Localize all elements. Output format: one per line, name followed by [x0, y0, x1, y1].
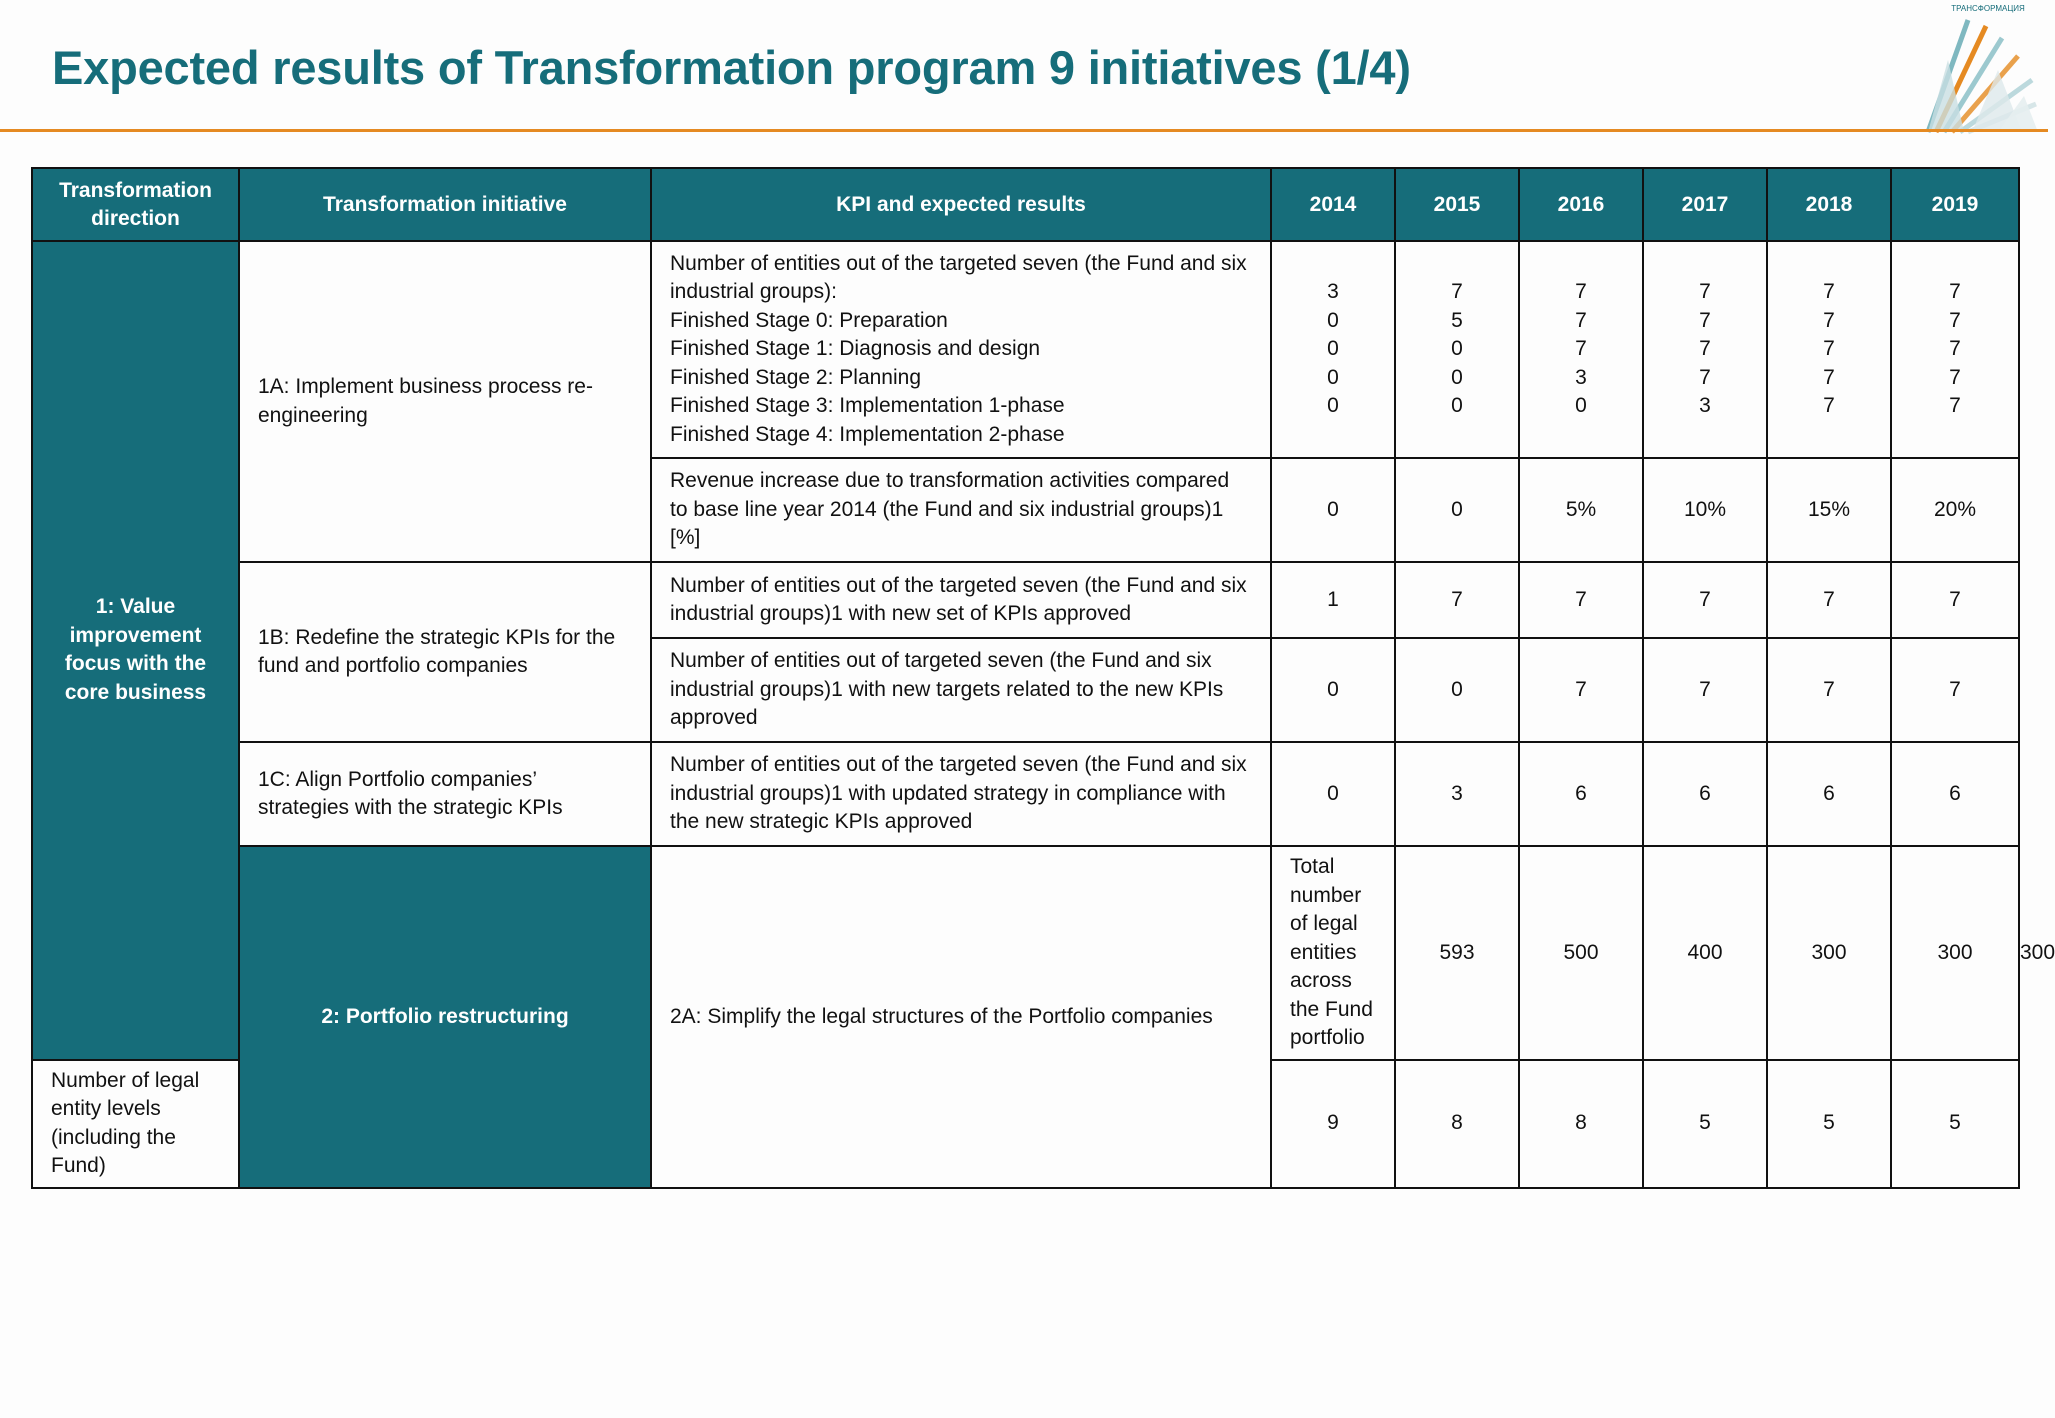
value-cell: 500	[1519, 846, 1643, 1060]
header-year: 2018	[1767, 168, 1891, 241]
value-cell: 10%	[1643, 458, 1767, 562]
value-cell: 7	[1643, 638, 1767, 742]
value-cell: 7	[1519, 562, 1643, 638]
kpi-cell: Total number of legal entities across the Fund portfolio	[1271, 846, 1395, 1060]
expected-results-table	[31, 167, 2055, 1189]
value-cell: 3 0 0 0 0	[1271, 241, 1395, 458]
value-cell: 0	[1395, 458, 1519, 562]
value-cell: 8	[1519, 1060, 1643, 1188]
value-cell: 7	[1767, 638, 1891, 742]
table-row: 2: Portfolio restructuring 2A: Simplify the legal structures of the Portfolio companies Total number of legal entities across the Fund portfolio 593 500 400 300 300 300	[32, 846, 2019, 1060]
value-cell: 7	[1643, 562, 1767, 638]
header-year: 2016	[1519, 168, 1643, 241]
kpi-line: Finished Stage 2: Planning	[670, 365, 922, 389]
table-row	[32, 742, 2019, 846]
page-title: Expected results of Transformation program 9 initiatives (1/4)	[52, 41, 1411, 94]
table-row	[32, 562, 2019, 638]
direction-cell: 1: Value improvement focus with the core business	[32, 241, 239, 1060]
kpi-cell: Number of entities out of the targeted seven (the Fund and six industrial groups)1 with new set of KPIs approved	[651, 562, 1271, 638]
header-direction: Transformation direction	[32, 168, 239, 241]
svg-text:ТРАНСФОРМАЦИЯ: ТРАНСФОРМАЦИЯ	[1951, 4, 2025, 13]
value-cell: 300	[1767, 846, 1891, 1060]
initiative-cell: 2A: Simplify the legal structures of the Portfolio companies	[651, 846, 1271, 1188]
kpi-cell: Number of entities out of targeted seven (the Fund and six industrial groups)1 with new targets related to the new KPIs approved	[651, 638, 1271, 742]
value-cell: 7	[1519, 638, 1643, 742]
value-cell: 20%	[1891, 458, 2019, 562]
value-cell: 7	[1891, 638, 2019, 742]
value-cell: 7 5 0 0 0	[1395, 241, 1519, 458]
kpi-cell: Number of entities out of the targeted seven (the Fund and six industrial groups)1 with updated strategy in compliance with the new strategic KPIs approved	[651, 742, 1271, 846]
initiative-cell: 1A: Implement business process re-engineering	[239, 241, 651, 562]
title-divider	[0, 129, 2048, 132]
value-cell: 300	[1891, 846, 2019, 1060]
value-cell: 7 7 7 7 7	[1891, 241, 2019, 458]
value-cell: 0	[1271, 638, 1395, 742]
sunburst-logo-icon	[1928, 0, 2038, 132]
value-cell: 6	[1519, 742, 1643, 846]
value-cell: 15%	[1767, 458, 1891, 562]
value-cell: 7 7 7 7 3	[1643, 241, 1767, 458]
value-cell: 6	[1767, 742, 1891, 846]
value-cell: 593	[1395, 846, 1519, 1060]
value-cell: 5	[1891, 1060, 2019, 1188]
kpi-cell: Revenue increase due to transformation activities compared to base line year 2014 (the Fund and six industrial groups)1 [%]	[651, 458, 1271, 562]
initiative-cell: 1B: Redefine the strategic KPIs for the fund and portfolio companies	[239, 562, 651, 742]
kpi-line: Finished Stage 1: Diagnosis and design	[670, 337, 1041, 361]
value-cell: 7 7 7 7 7	[1767, 241, 1891, 458]
value-cell: 7	[1395, 562, 1519, 638]
value-cell: 8	[1395, 1060, 1519, 1188]
value-cell: 7	[1767, 562, 1891, 638]
value-cell: 0	[1271, 458, 1395, 562]
value-cell: 400	[1643, 846, 1767, 1060]
kpi-cell: Number of legal entity levels (including the Fund)	[32, 1060, 239, 1188]
table-header-row	[32, 168, 2019, 241]
value-cell: 7	[1891, 562, 2019, 638]
header-year: 2015	[1395, 168, 1519, 241]
value-cell: 1	[1271, 562, 1395, 638]
value-cell: 5	[1643, 1060, 1767, 1188]
direction-cell: 2: Portfolio restructuring	[239, 846, 651, 1188]
kpi-line: Finished Stage 3: Implementation 1-phase	[670, 394, 1065, 418]
kpi-line: Number of entities out of the targeted seven (the Fund and six industrial groups):	[670, 251, 1247, 304]
value-cell: 5	[1767, 1060, 1891, 1188]
kpi-line: Finished Stage 0: Preparation	[670, 308, 948, 332]
initiative-cell: 1C: Align Portfolio companies’ strategies with the strategic KPIs	[239, 742, 651, 846]
kpi-line: Finished Stage 4: Implementation 2-phase	[670, 422, 1065, 446]
value-cell: 5%	[1519, 458, 1643, 562]
value-cell: 6	[1643, 742, 1767, 846]
header-year: 2019	[1891, 168, 2019, 241]
header-year: 2014	[1271, 168, 1395, 241]
value-cell: 7 7 7 3 0	[1519, 241, 1643, 458]
value-cell: 3	[1395, 742, 1519, 846]
header-kpi: KPI and expected results	[651, 168, 1271, 241]
kpi-cell	[651, 241, 1271, 458]
header-year: 2017	[1643, 168, 1767, 241]
header-initiative: Transformation initiative	[239, 168, 651, 241]
value-cell: 9	[1271, 1060, 1395, 1188]
value-cell: 0	[1395, 638, 1519, 742]
value-cell: 0	[1271, 742, 1395, 846]
table-row	[32, 241, 2019, 458]
value-cell: 6	[1891, 742, 2019, 846]
